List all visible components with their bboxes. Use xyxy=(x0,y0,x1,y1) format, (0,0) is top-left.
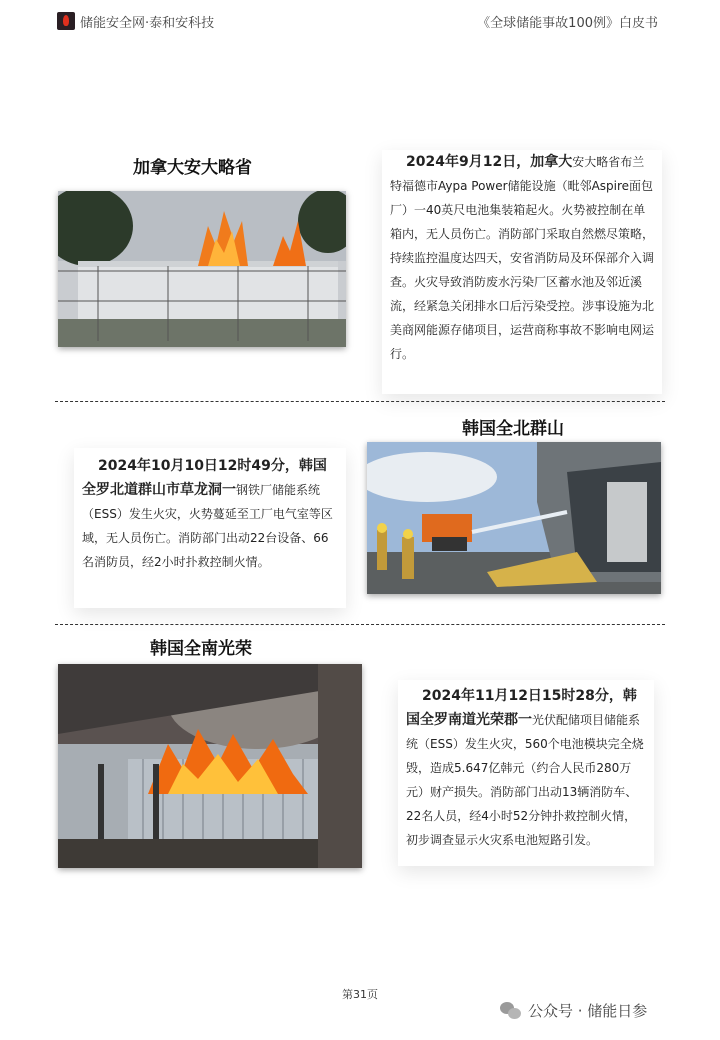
header-right-title: 《全球储能事故100例》白皮书 xyxy=(477,16,658,31)
section-1-card xyxy=(382,150,662,394)
wechat-watermark xyxy=(500,1000,647,1021)
page-header xyxy=(0,0,720,44)
section-2-card xyxy=(74,448,346,608)
section-divider xyxy=(55,401,665,402)
section-divider xyxy=(55,624,665,625)
section-1-lead: 2024年9月12日，加拿大 xyxy=(406,154,573,170)
section-3-photo xyxy=(58,664,362,868)
section-1-photo xyxy=(58,191,346,347)
section-3-card xyxy=(398,680,654,866)
section-1-region: 加拿大安大略省 xyxy=(133,158,252,178)
section-2-region: 韩国全北群山 xyxy=(462,419,564,439)
wechat-label: 公众号 · 储能日参 xyxy=(528,1002,648,1020)
section-3-lead: 2024年11月12日15时28分，韩国全罗南道光荣郡一 xyxy=(406,688,637,728)
section-2-body: 钢铁厂储能系统（ESS）发生火灾，火势蔓延至工厂电气室等区域，无人员伤亡。消防部门出动22台设备、66名消防员，经2小时扑救控制火情。 xyxy=(82,483,333,569)
wechat-icon xyxy=(500,1002,522,1020)
page-number: 第31页 xyxy=(342,988,378,1001)
section-2-photo xyxy=(367,442,661,594)
section-3-body: 光伏配储项目储能系统（ESS）发生火灾，560个电池模块完全烧毁，造成5.647亿韩元（约合人民币280万元）财产损失。消防部门出动13辆消防车、22名人员，经4小时52分钟扑救控制火情，初步调查显示火灾系电池短路引发。 xyxy=(406,713,644,847)
section-3-region: 韩国全南光荣 xyxy=(150,639,252,659)
section-1-body: 安大略省布兰特福德市Aypa Power储能设施（毗邻Aspire面包厂）一40英尺电池集装箱起火。火势被控制在单箱内，无人员伤亡。消防部门采取自然燃尽策略，持续监控温度达四天，安省消防局及环保部介入调查。火灾导致消防废水污染厂区蓄水池及邻近溪流，经紧急关闭排水口后污染受控。涉事设施为北美商网能源存储项目，运营商称事故不影响电网运行。 xyxy=(390,155,655,361)
header-left-title: 储能安全网·泰和安科技 xyxy=(80,16,215,31)
section-2-lead: 2024年10月10日12时49分，韩国全罗北道群山市草龙洞一 xyxy=(82,458,327,498)
logo-icon xyxy=(57,12,75,30)
